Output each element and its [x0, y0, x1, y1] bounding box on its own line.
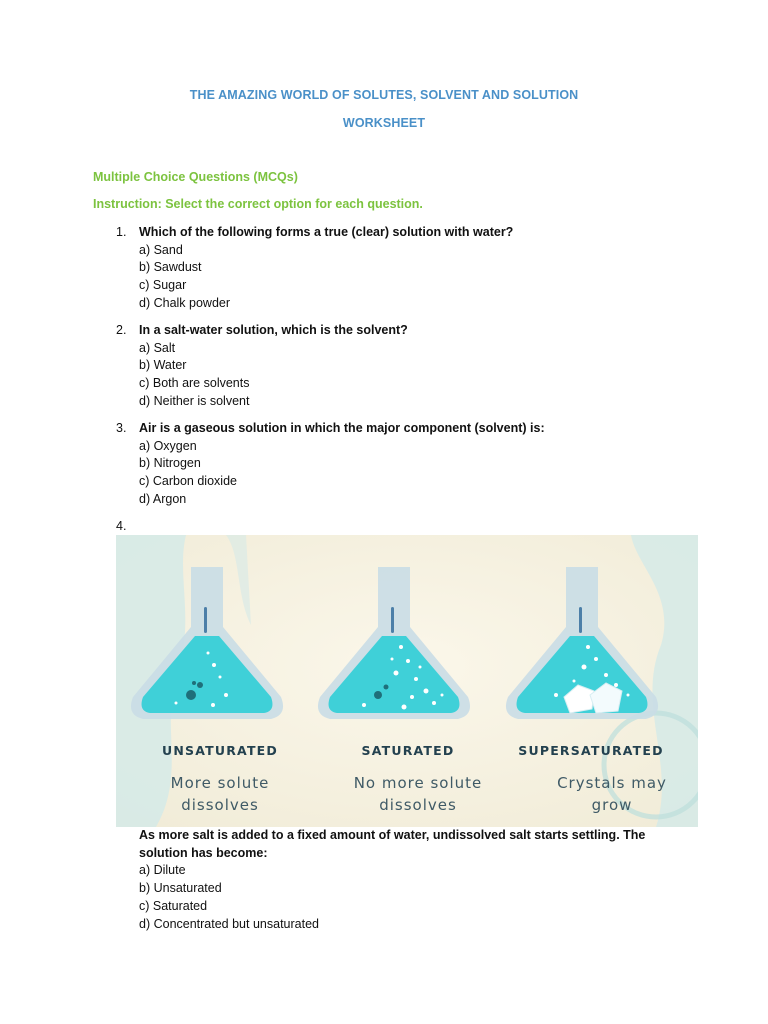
instruction-text: Instruction: Select the correct option for each question.	[93, 197, 423, 211]
option-c: c) Both are solvents	[139, 376, 250, 391]
flask-label: SUPERSATURATED	[518, 743, 664, 758]
option-d: d) Chalk powder	[139, 295, 231, 310]
option-a: a) Salt	[139, 340, 176, 355]
flask-caption-line2: grow	[591, 796, 633, 814]
option-c: c) Sugar	[139, 278, 187, 293]
option-d: d) Concentrated but unsaturated	[139, 916, 319, 931]
worksheet-subtitle: WORKSHEET	[342, 116, 426, 130]
option-b: b) Nitrogen	[139, 456, 201, 471]
option-c: c) Saturated	[139, 898, 208, 913]
question-stem: In a salt-water solution, which is the solvent?	[139, 323, 408, 337]
option-c: c) Carbon dioxide	[139, 474, 237, 489]
question-4-body	[139, 827, 659, 933]
question-2	[116, 322, 716, 411]
option-b: b) Water	[139, 358, 187, 373]
option-b: b) Unsaturated	[139, 881, 222, 896]
worksheet-title: THE AMAZING WORLD OF SOLUTES, SOLVENT AND SOLUTION	[189, 88, 579, 102]
flask-caption-line1: More solute	[170, 774, 270, 792]
section-heading: Multiple Choice Questions (MCQs)	[93, 170, 298, 184]
option-d: d) Argon	[139, 491, 187, 506]
option-d: d) Neither is solvent	[139, 393, 250, 408]
option-b: b) Sawdust	[139, 260, 202, 275]
flask-caption-line1: No more solute	[353, 774, 483, 792]
question-stem: Air is a gaseous solution in which the major component (solvent) is:	[139, 421, 545, 435]
option-a: a) Dilute	[139, 863, 186, 878]
question-3	[116, 420, 716, 509]
question-1	[116, 224, 716, 313]
saturation-figure	[116, 535, 698, 827]
flask-caption-line2: dissolves	[379, 796, 457, 814]
question-stem: As more salt is added to a fixed amount of water, undissolved salt starts settling. The solution has become:	[139, 828, 646, 860]
flask-caption-line1: Crystals may	[557, 774, 667, 792]
question-number: 3.	[116, 421, 127, 435]
flask-caption-line2: dissolves	[181, 796, 259, 814]
flask-label: SATURATED	[361, 743, 455, 758]
question-number: 2.	[116, 323, 127, 337]
question-number: 4.	[116, 519, 127, 533]
flask-label: UNSATURATED	[162, 743, 278, 758]
option-a: a) Oxygen	[139, 438, 197, 453]
question-stem: Which of the following forms a true (clear) solution with water?	[139, 225, 514, 239]
question-number: 1.	[116, 225, 127, 239]
option-a: a) Sand	[139, 242, 183, 257]
flask-illustration	[116, 535, 698, 827]
